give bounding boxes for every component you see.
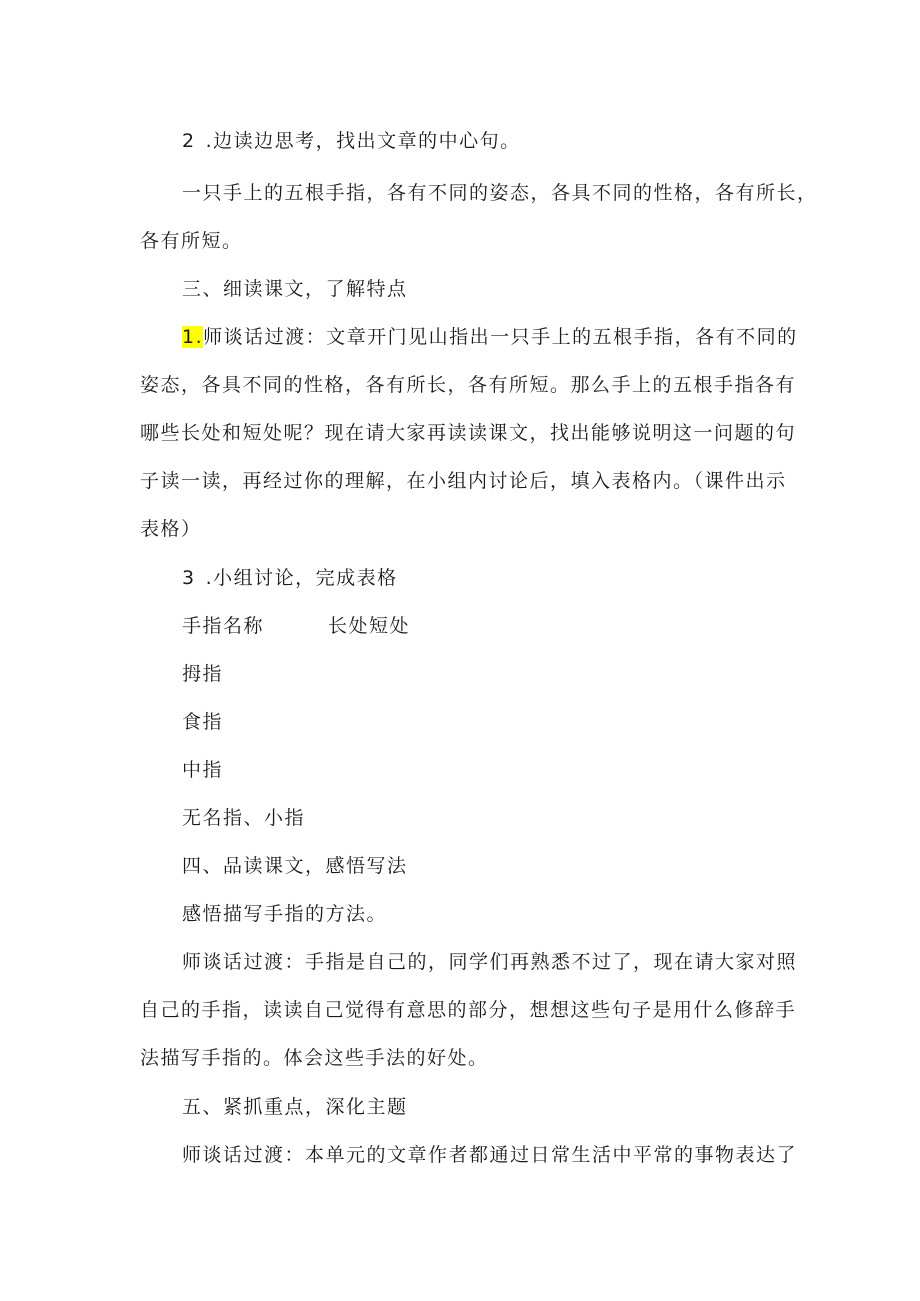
section-3-item-1-line-1-text: 师谈话过渡：文章开门见山指出一只手上的五根手指，各有不同的 (203, 326, 798, 348)
table-row-thumb: 拇指 (182, 663, 224, 685)
section-3-item-1-line-2: 姿态，各具不同的性格，各有所长，各有所短。那么手上的五根手指各有 (140, 374, 797, 396)
item-2-line (182, 129, 785, 153)
table-row-ring-little-finger: 无名指、小指 (182, 807, 306, 829)
item-3-line (182, 566, 785, 590)
section-3-item-1-line-3: 哪些长处和短处呢？现在请大家再读读课文，找出能够说明这一问题的句 (140, 422, 797, 444)
section-3-item-1-line-1 (182, 325, 798, 349)
item-2-number: 2 (182, 130, 196, 152)
item-3-number: 3 (182, 567, 196, 589)
table-header (182, 614, 785, 638)
section-4-para-line-3: 法描写手指的。体会这些手法的好处。 (140, 1047, 489, 1069)
section-4-para-line-2: 自己的手指，读读自己觉得有意思的部分，想想这些句子是用什么修辞手 (140, 999, 797, 1021)
highlighted-number: 1. (182, 326, 204, 348)
section-3-heading: 三、细读课文，了解特点 (182, 278, 408, 300)
table-row-index-finger: 食指 (182, 711, 224, 733)
section-4-heading: 四、品读课文，感悟写法 (182, 855, 408, 877)
central-sentence-line-1: 一只手上的五根手指，各有不同的姿态，各具不同的性格，各有所长， (182, 182, 818, 204)
section-3-item-1-line-4: 子读一读，再经过你的理解，在小组内讨论后，填入表格内。（课件出示 (140, 470, 787, 492)
table-row-middle-finger: 中指 (182, 759, 224, 781)
central-sentence-line-2: 各有所短。 (140, 230, 243, 252)
table-header-name: 手指名称 (182, 615, 265, 637)
section-4-para-line-1: 师谈话过渡：手指是自己的，同学们再熟悉不过了，现在请大家对照 (182, 951, 798, 973)
section-5-heading: 五、紧抓重点，深化主题 (182, 1096, 408, 1118)
item-2-text: .边读边思考，找出文章的中心句。 (205, 130, 521, 152)
item-3-text: .小组讨论，完成表格 (205, 567, 398, 589)
section-3-item-1-line-5: 表格） (140, 518, 202, 540)
table-header-strength: 长处短处 (328, 615, 411, 637)
section-4-subheading: 感悟描写手指的方法。 (182, 903, 388, 925)
section-5-para-line-1: 师谈话过渡：本单元的文章作者都通过日常生活中平常的事物表达了 (182, 1144, 798, 1166)
